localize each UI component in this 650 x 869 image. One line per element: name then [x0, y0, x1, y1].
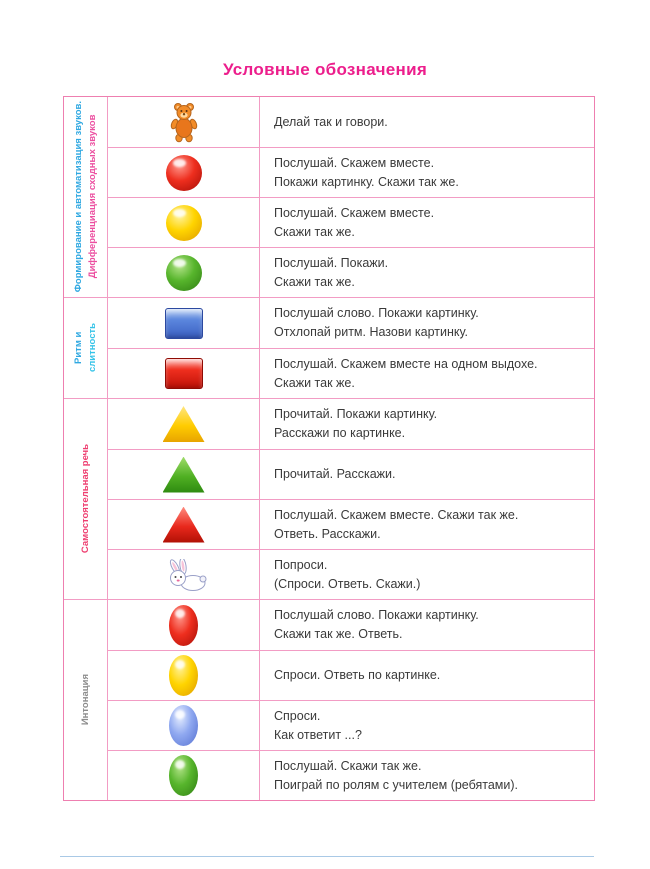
instruction-line: Послушай. Скажем вместе.: [274, 155, 435, 170]
vertical-label: [79, 444, 93, 553]
text-cell: [260, 349, 594, 398]
instruction-line: Скажи так же. Ответь.: [274, 627, 403, 641]
icon-cell: [108, 450, 260, 499]
instruction-line: Послушай слово. Покажи картинку.: [274, 306, 479, 320]
instruction-line: Скажи так же.: [274, 375, 355, 390]
table-row: [108, 549, 594, 599]
text-cell: [260, 500, 594, 549]
instruction-line: Послушай. Скажем вместе.: [274, 205, 435, 220]
instruction-line: Как ответит ...?: [274, 727, 362, 742]
icon-cell: [108, 701, 260, 750]
table-row: [108, 348, 594, 398]
instruction-line: Расскажи по картинке.: [274, 426, 406, 440]
vertical-label: [72, 101, 100, 292]
instruction-line: Послушай. Покажи.: [274, 255, 389, 270]
instruction-line: Скажи так же.: [274, 274, 355, 289]
text-cell: [260, 198, 594, 247]
icon-cell: [108, 248, 260, 297]
icon-cell: [108, 148, 260, 197]
page-title: Условные обозначения: [222, 60, 428, 79]
table-row: [108, 750, 594, 800]
table-row: [108, 399, 594, 449]
text-cell: [260, 751, 594, 800]
instruction-line: Скажи так же.: [274, 224, 355, 239]
text-cell: [260, 600, 594, 650]
section-sounds: [64, 97, 594, 297]
blue-square-icon: [165, 308, 203, 339]
yellow-oval-icon: [169, 655, 198, 696]
instruction-line: (Спроси. Ответь. Скажи.): [274, 576, 421, 591]
icon-cell: [108, 550, 260, 599]
text-cell: [260, 399, 594, 449]
icon-cell: [108, 349, 260, 398]
table-row: [108, 449, 594, 499]
instruction-line: Прочитай. Покажи картинку.: [274, 407, 438, 421]
text-cell: [260, 97, 594, 147]
green-triangle-icon: [163, 457, 205, 493]
instruction-line: Поиграй по ролям с учителем (ребятами).: [274, 777, 519, 792]
yellow-circle-icon: [166, 205, 202, 241]
instruction-line: Ответь. Расскажи.: [274, 526, 381, 541]
table-row: [108, 97, 594, 147]
icon-cell: [108, 751, 260, 800]
text-cell: [260, 450, 594, 499]
table-row: [108, 499, 594, 549]
icon-cell: [108, 97, 260, 147]
red-oval-icon: [169, 605, 198, 646]
section-speech: [64, 398, 594, 599]
table-row: [108, 650, 594, 700]
icon-cell: [108, 500, 260, 549]
instruction-line: Спроси.: [274, 708, 321, 723]
section-sounds-label: [64, 97, 108, 297]
section-intonation-label: [64, 600, 108, 800]
text-cell: [260, 550, 594, 599]
icon-cell: [108, 651, 260, 700]
bear-icon: [169, 101, 199, 143]
icon-cell: [108, 600, 260, 650]
red-triangle-icon: [163, 507, 205, 543]
section-rhythm: [64, 297, 594, 398]
section-label-part: Интонация: [79, 674, 91, 726]
text-cell: [260, 248, 594, 297]
section-label-part: Дифференциация сходных звуков: [86, 115, 98, 279]
green-oval-icon: [169, 755, 198, 796]
text-cell: [260, 651, 594, 700]
bunny-icon: [161, 559, 207, 591]
icon-cell: [108, 198, 260, 247]
yellow-triangle-icon: [163, 406, 205, 442]
table-row: [108, 600, 594, 650]
section-rows: [108, 298, 594, 398]
section-label-part: Ритм и: [72, 331, 84, 365]
icon-cell: [108, 399, 260, 449]
table-row: [108, 298, 594, 348]
icon-cell: [108, 298, 260, 348]
red-circle-icon: [166, 155, 202, 191]
section-label-part: слитность: [86, 323, 98, 373]
text-cell: [260, 148, 594, 197]
instruction-line: Прочитай. Расскажи.: [274, 467, 396, 481]
instruction-line: Послушай. Скажи так же.: [274, 758, 422, 773]
section-speech-label: [64, 399, 108, 599]
red-square-icon: [165, 358, 203, 389]
section-rows: [108, 399, 594, 599]
vertical-label: [79, 674, 93, 725]
text-cell: [260, 298, 594, 348]
blue-oval-icon: [169, 705, 198, 746]
table-row: [108, 147, 594, 197]
green-circle-icon: [166, 255, 202, 291]
vertical-label: [72, 323, 100, 372]
section-rows: [108, 97, 594, 297]
instruction-line: Попроси.: [274, 557, 328, 572]
section-label-part: Самостоятельная речь: [79, 444, 91, 554]
table-row: [108, 247, 594, 297]
instruction-line: Послушай слово. Покажи картинку.: [274, 608, 479, 622]
instruction-line: Послушай. Скажем вместе. Скажи так же.: [274, 507, 519, 522]
legend-table: [63, 96, 595, 801]
instruction-line: Спроси. Ответь по картинке.: [274, 668, 441, 682]
table-row: [108, 197, 594, 247]
section-rows: [108, 600, 594, 800]
instruction-line: Покажи картинку. Скажи так же.: [274, 174, 459, 189]
section-intonation: [64, 599, 594, 800]
section-label-part: Формирование и автоматизация звуков.: [72, 101, 84, 293]
instruction-line: Отхлопай ритм. Назови картинку.: [274, 325, 469, 339]
text-cell: [260, 701, 594, 750]
instruction-line: Делай так и говори.: [274, 114, 388, 129]
section-rhythm-label: [64, 298, 108, 398]
footer-divider: [60, 856, 594, 857]
instruction-line: Послушай. Скажем вместе на одном выдохе.: [274, 356, 538, 371]
table-row: [108, 700, 594, 750]
